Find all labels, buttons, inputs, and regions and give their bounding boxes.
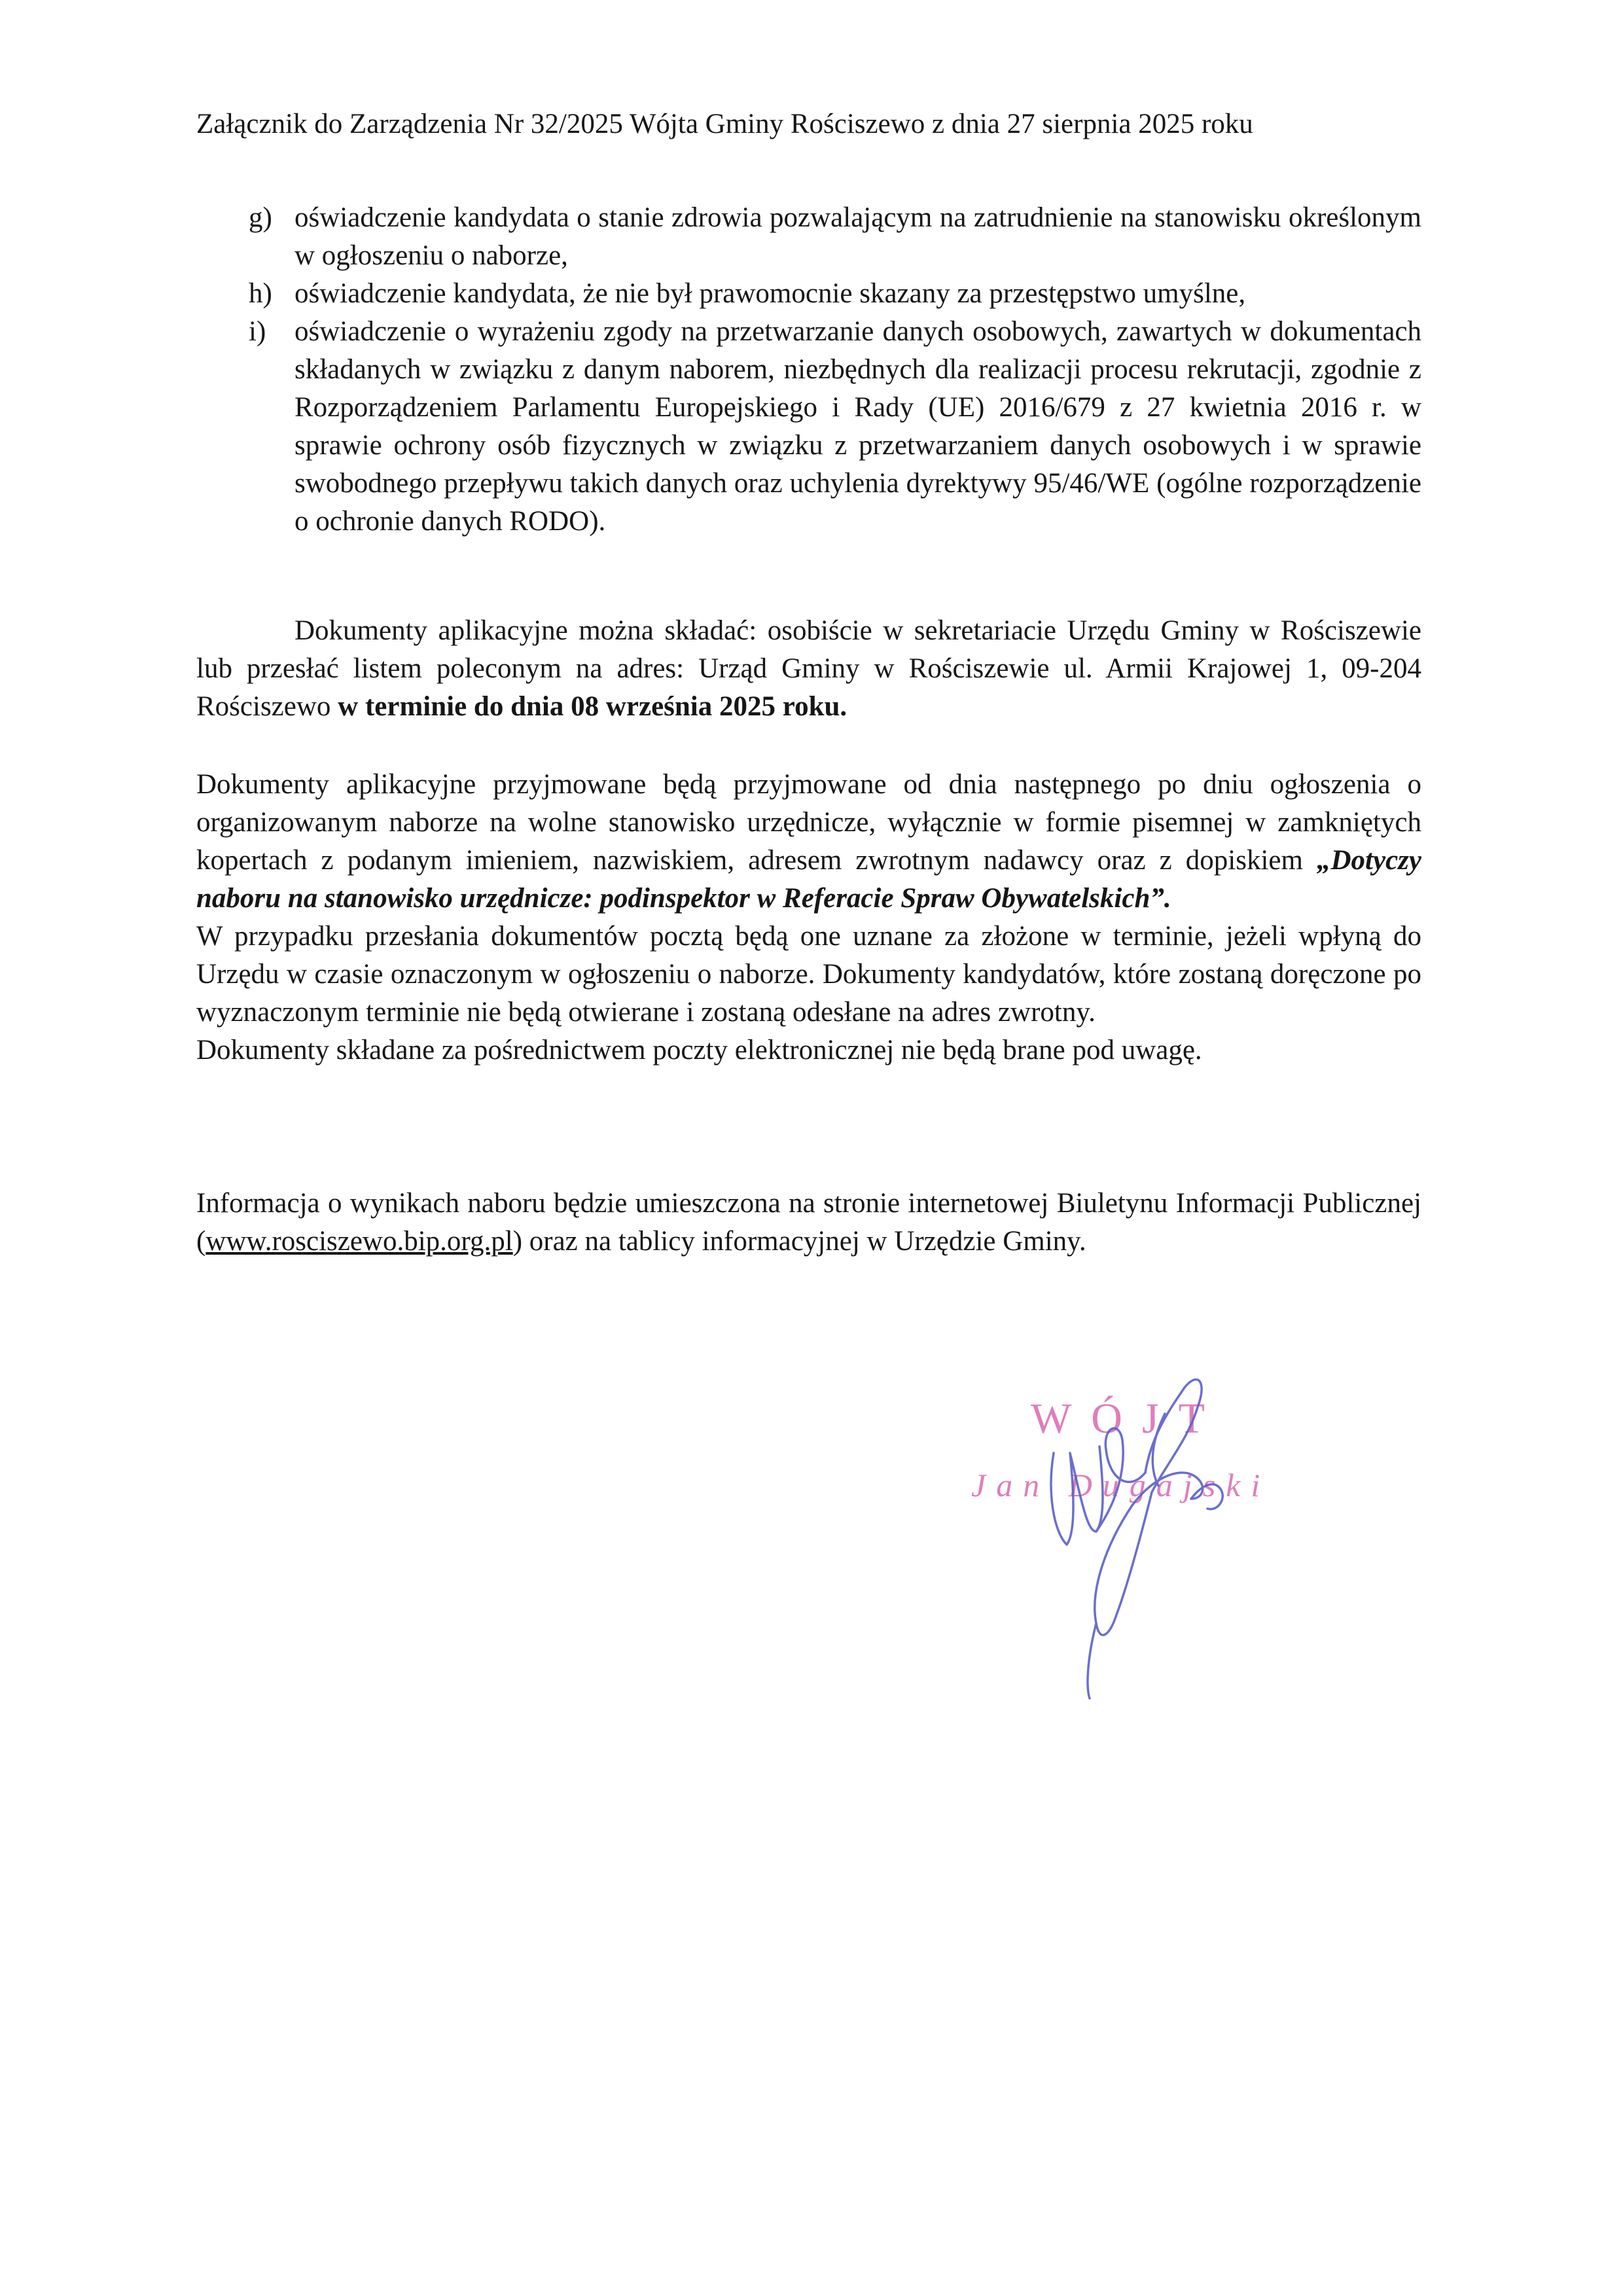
page-header: Załącznik do Zarządzenia Nr 32/2025 Wójta Gminy Rościszewo z dnia 27 sierpnia 2025 roku [196, 109, 1253, 139]
results-text-before: Informacja o wynikach naboru będzie umieszczona na stronie internetowej Biuletynu Informacji Publicznej ( [196, 1188, 1421, 1257]
acceptance-paragraph [196, 766, 1421, 1069]
list-item [249, 275, 1421, 313]
deadline-text: w terminie do dnia 08 września 2025 roku. [338, 691, 847, 722]
list-item [249, 313, 1421, 541]
list-marker: g) [249, 202, 272, 233]
results-text-after: ) oraz na tablicy informacyjnej w Urzędzie Gminy. [512, 1226, 1086, 1257]
list-item-text: oświadczenie kandydata o stanie zdrowia pozwalającym na zatrudnienie na stanowisku określonym w ogłoszeniu o naborze, [294, 202, 1421, 271]
list-marker: h) [249, 278, 272, 309]
submission-text: Dokumenty aplikacyjne można składać: osobiście w sekretariacie Urzędu Gminy w Rościszewie lub przesłać listem poleconym na adres: Urząd Gminy w Rościszewie ul. Armii Krajowej 1, 09-204 Rościszewo [196, 615, 1421, 722]
acceptance-text [196, 766, 1421, 918]
stamp-title: WÓJT [1031, 1395, 1224, 1443]
list-item-text: oświadczenie o wyrażeniu zgody na przetwarzanie danych osobowych, zawartych w dokumentach składanych w związku z danym naborem, niezbędnych dla realizacji procesu rekrutacji, zgodnie z Rozporządzeniem Parlamentu Europejskiego i Rady (UE) 2016/679 z 27 kwietnia 2016 r. w sprawie ochrony osób fizycznych w związku z przetwarzaniem danych osobowych i w sprawie swobodnego przepływu takich danych oraz uchylenia dyrektywy 95/46/WE (ogólne rozporządzenie o ochronie danych RODO). [294, 316, 1421, 537]
list-marker: i) [249, 316, 266, 347]
postal-delivery-text: W przypadku przesłania dokumentów pocztą będą one uznane za złożone w terminie, jeżeli wpłyną do Urzędu w czasie oznaczonym w ogłoszeniu o naborze. Dokumenty kandydatów, które zostaną doręczone po wyznaczonym terminie nie będą otwierane i zostaną odesłane na adres zwrotny. [196, 921, 1421, 1028]
email-notice-text: Dokumenty składane za pośrednictwem poczty elektronicznej nie będą brane pod uwagę. [196, 1035, 1202, 1066]
envelope-annotation: „Dotyczy naboru na stanowisko urzędnicze: podinspektor w Referacie Spraw Obywatelskich”. [196, 845, 1421, 914]
acceptance-text-body: Dokumenty aplikacyjne przyjmowane będą przyjmowane od dnia następnego po dniu ogłoszenia o organizowanym naborze na wolne stanowisko urzędnicze, wyłącznie w formie pisemnej w zamkniętych kopertach z podanym imieniem, nazwiskiem, adresem zwrotnym nadawcy oraz z dopiskiem [196, 769, 1421, 876]
list-item [249, 199, 1421, 275]
submission-paragraph [196, 612, 1421, 726]
bip-link[interactable]: www.rosciszewo.bip.org.pl [205, 1226, 513, 1257]
results-paragraph [196, 1185, 1421, 1261]
list-item-text: oświadczenie kandydata, że nie był prawomocnie skazany za przestępstwo umyślne, [294, 278, 1246, 309]
requirements-list [249, 199, 1421, 541]
signature-block [955, 1335, 1322, 1702]
handwritten-signature [955, 1335, 1322, 1702]
stamp-name: Jan Dugajski [971, 1467, 1271, 1503]
